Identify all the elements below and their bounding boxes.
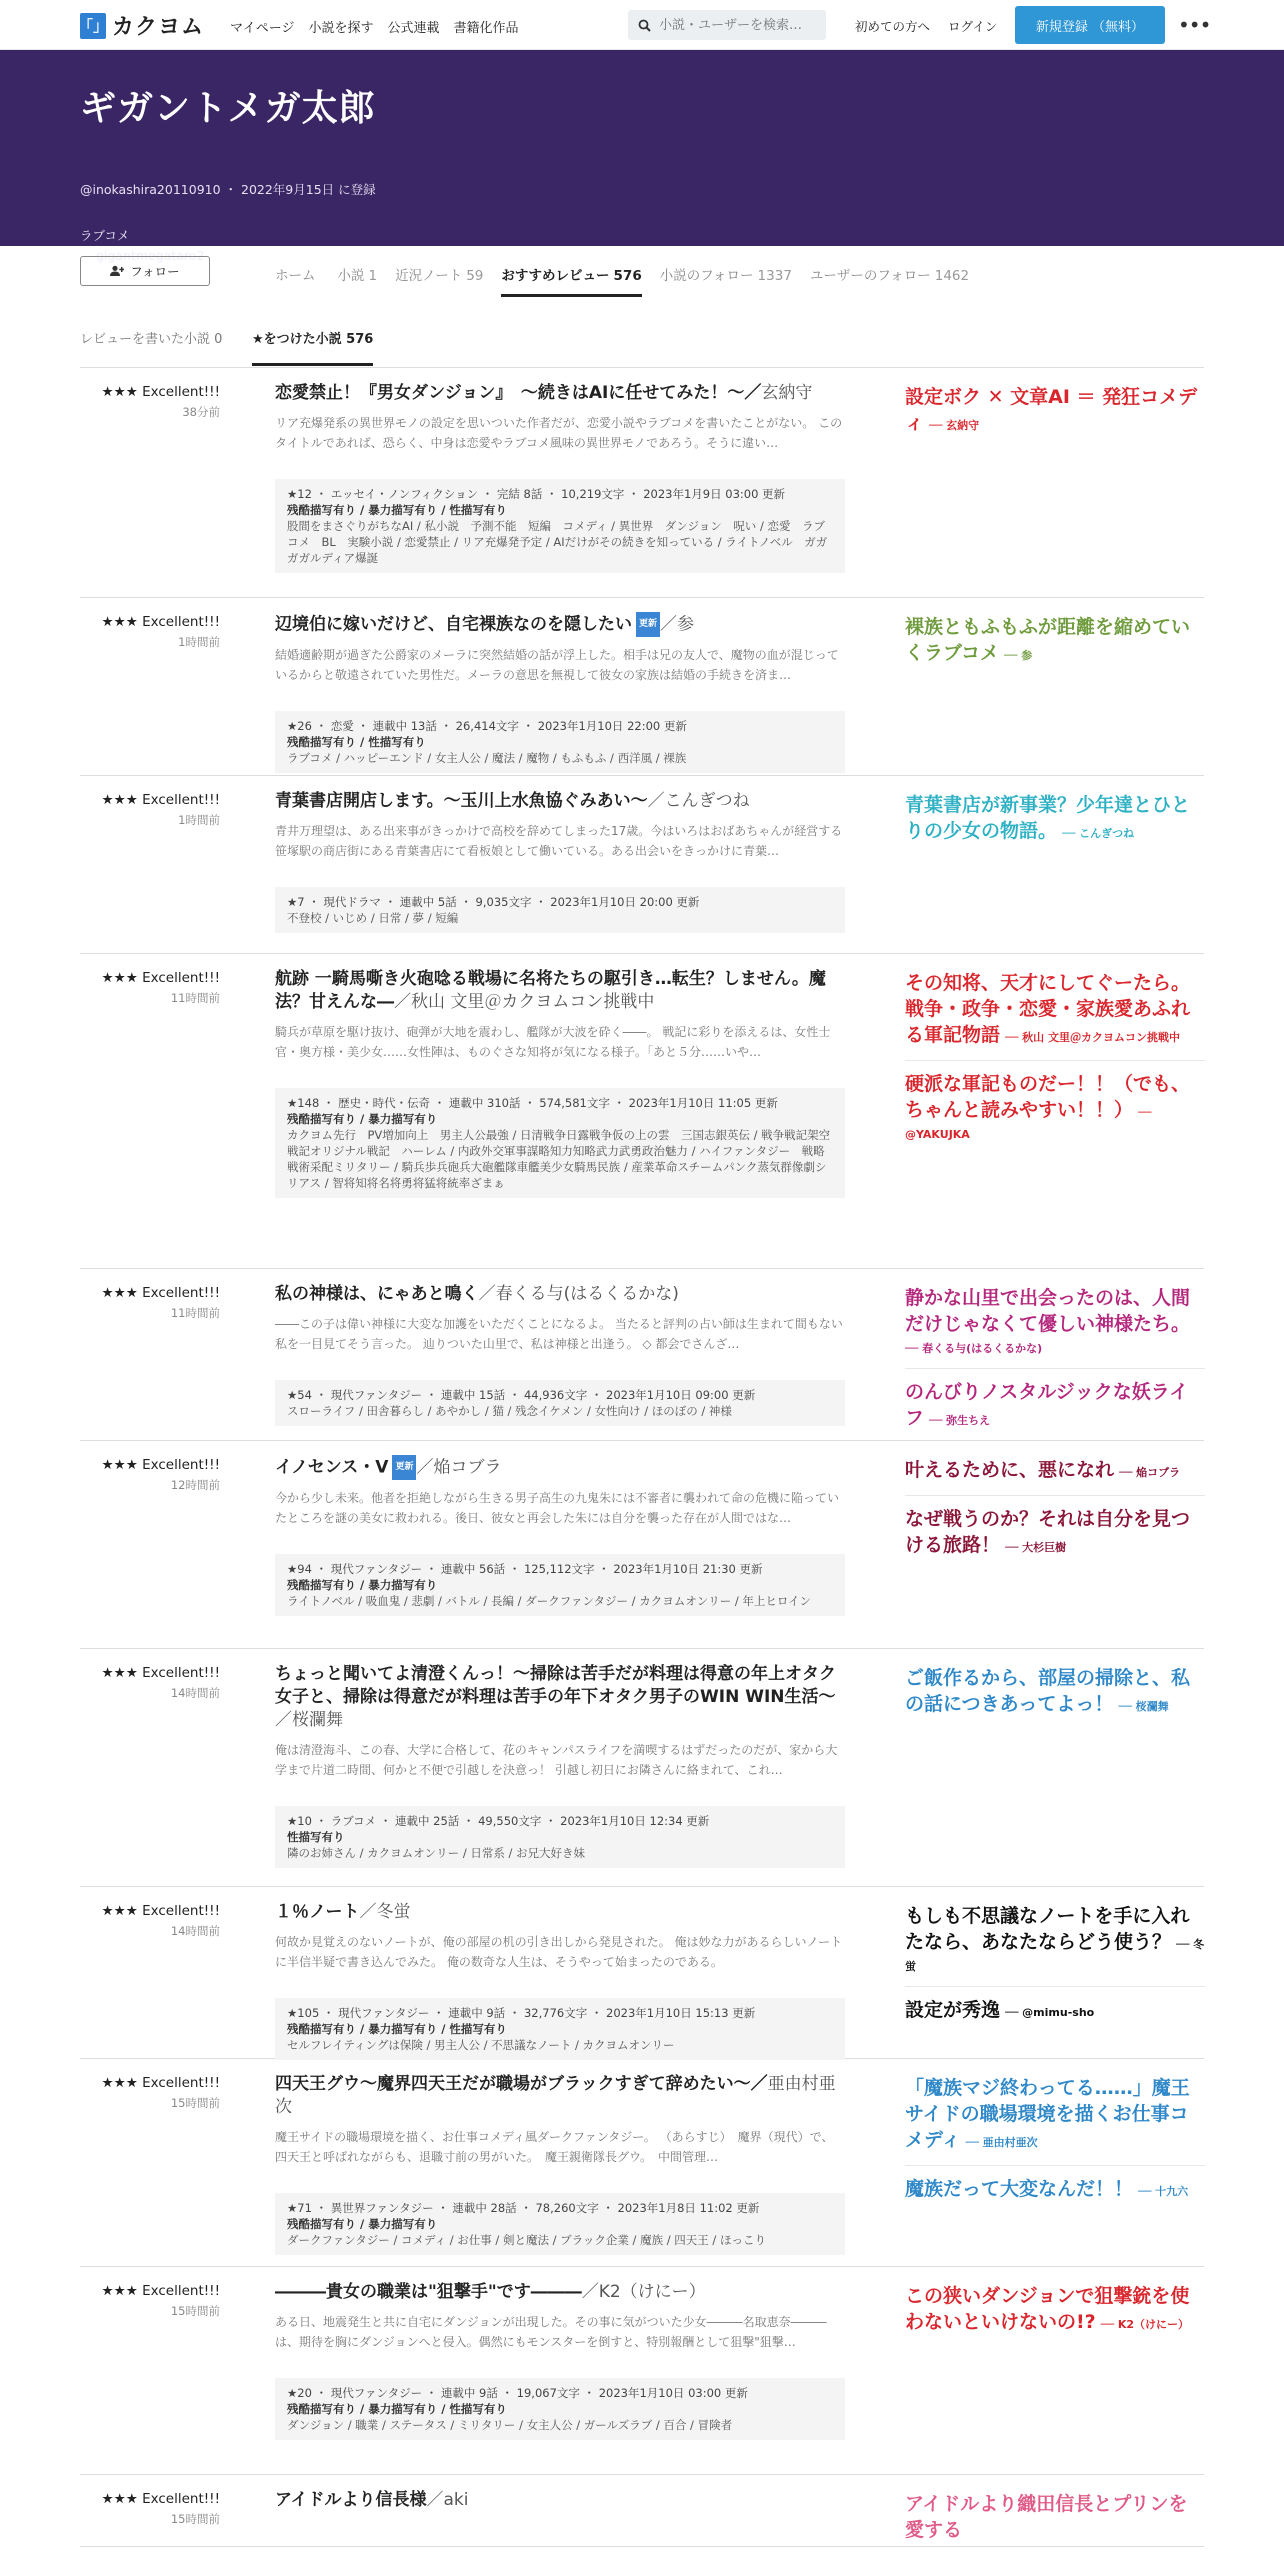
work-intro: 騎兵が草原を駆け抜け、砲弾が大地を震わし、艦隊が大波を砕く――。 戦記に彩りを添えるは、女性士官・奥方様・美少女……女性陣は、ものぐさな知将が気になる様子。「あと５分……いや… — [275, 1025, 831, 1059]
review-catchphrase[interactable]: なぜ戦うのか？それは自分を見つける旅路！ — [905, 1508, 1191, 1556]
work-author[interactable]: 春くる与(はるくるかな) — [495, 1284, 679, 1304]
review-catchphrase[interactable]: アイドルより織田信長とプリンを愛する — [905, 2493, 1188, 2541]
work-meta-box — [275, 1554, 845, 1616]
review-row — [80, 2267, 1204, 2475]
tab-label: 小説のフォロー — [659, 268, 754, 284]
review-author[interactable]: ── 春くる与(はるくるかな) — [905, 1342, 1043, 1355]
review-entry[interactable] — [905, 384, 1205, 436]
review-author[interactable]: ── 亜由村亜次 — [965, 2136, 1038, 2149]
tab-label: 小説 — [337, 268, 365, 284]
work-tags[interactable]: 隣のお姉さん / カクヨムオンリー / 日常系 / お兄大好き妹 — [287, 1846, 586, 1860]
review-catchphrases — [905, 1665, 1205, 1729]
review-catchphrases — [905, 792, 1205, 856]
review-author[interactable]: ── こんぎつね — [1062, 827, 1135, 840]
tab-5[interactable] — [810, 264, 969, 297]
star-rating: ★★★ Excellent!!! — [101, 1457, 220, 1473]
logo-text: カクヨム — [112, 15, 205, 40]
work-title-text[interactable]: ちょっと聞いてよ清澄くんっ！〜掃除は苦手だが料理は得意の年上オタク女子と、掃除は得意だが料理は苦手の年下オタク男子のWIN WIN生活〜 — [275, 1664, 836, 1707]
register-button[interactable]: 新規登録 （無料） — [1015, 6, 1165, 44]
work-title-text[interactable]: アイドルより信長様 — [275, 2490, 427, 2510]
tab-starred-novels[interactable]: ★をつけた小説 576 — [252, 328, 373, 366]
title-slash: ／ — [660, 614, 678, 635]
tab-0[interactable] — [275, 264, 320, 297]
work-tags[interactable]: スローライフ / 田舎暮らし / あやかし / 猫 / 残念イケメン / 女性向け / ほのぼの / 神様 — [287, 1404, 732, 1418]
work-intro: 青井万理望は、ある出来事がきっかけで高校を辞めてしまった17歳。今はいろはおばあちゃんが経営する笹塚駅の商店街にある青葉書店にて看板娘として働いている。ある出会いをきっかけに青葉… — [275, 824, 843, 858]
tab-2[interactable] — [395, 264, 483, 297]
work-meta-box — [275, 1380, 845, 1426]
work-title-text[interactable]: 四天王グウ～魔界四天王だが職場がブラックすぎて辞めたい～／ — [275, 2074, 768, 2094]
review-catchphrases — [905, 1903, 1205, 2035]
work-tags[interactable]: ライトノベル / 吸血鬼 / 悲劇 / バトル / 長編 / ダークファンタジー / カクヨムオンリー / 年上ヒロイン — [287, 1594, 812, 1608]
work-author[interactable]: 冬蛍 — [376, 1902, 411, 1922]
site-header — [0, 0, 1284, 50]
review-entry[interactable] — [905, 614, 1205, 666]
content-warnings: 残酷描写有り / 暴力描写有り — [287, 2217, 438, 2231]
work-info — [275, 612, 845, 773]
review-author[interactable]: ── 大杉巨樹 — [1005, 1541, 1067, 1554]
star-rating: ★★★ Excellent!!! — [101, 2283, 220, 2299]
review-entry[interactable] — [905, 1060, 1205, 1142]
review-row — [80, 2059, 1204, 2267]
follow-label: フォロー — [130, 264, 180, 279]
review-row — [80, 2475, 1204, 2547]
profile-tabbar — [0, 246, 1284, 306]
review-entry[interactable] — [905, 1903, 1205, 1974]
search-input[interactable] — [659, 18, 809, 33]
profile-banner — [0, 50, 1284, 263]
work-info — [275, 2073, 845, 2255]
work-title[interactable] — [275, 2489, 845, 2512]
review-entry[interactable] — [905, 2283, 1205, 2335]
work-author[interactable]: 亜由村亜次 — [275, 2074, 836, 2117]
logo-mark-icon: 「」 — [80, 13, 106, 39]
tab-label: ユーザーのフォロー — [809, 268, 931, 284]
review-author[interactable]: ── 秋山 文里＠カクヨムコン挑戦中 — [1005, 1031, 1181, 1044]
review-row — [80, 776, 1204, 954]
review-author[interactable]: ── 弥生ちえ — [929, 1414, 991, 1427]
review-catchphrases — [905, 1285, 1205, 1443]
work-meta-box — [275, 1806, 845, 1868]
star-rating: ★★★ Excellent!!! — [101, 614, 220, 630]
review-author[interactable]: ── 参 — [1004, 649, 1033, 662]
review-time: 14時間前 — [170, 1924, 220, 1938]
work-intro: 結婚適齢期が過ぎた公爵家のメーラに突然結婚の話が浮上した。相手は兄の友人で、魔物の血が混じっているからと敬遠されていた男性だ。メーラの意思を無視して彼女の家族は結婚の手続きを済ま… — [275, 648, 839, 682]
review-catchphrase[interactable]: 青葉書店が新事業？少年達とひとりの少女の物語。 — [905, 794, 1191, 842]
nav-mypage[interactable]: マイページ — [230, 21, 295, 36]
work-stats: ★71 ・ 異世界ファンタジー ・ 連載中 28話 ・ 78,260文字 ・ 2023年1月8日 11:02 更新 — [287, 2201, 760, 2215]
work-title-text[interactable]: イノセンス・V — [275, 1457, 389, 1478]
tab-count: 1462 — [934, 268, 970, 284]
work-stats: ★7 ・ 現代ドラマ ・ 連載中 5話 ・ 9,035文字 ・ 2023年1月10日 20:00 更新 — [287, 895, 700, 909]
global-nav — [230, 17, 519, 36]
work-author[interactable]: こんぎつね — [664, 791, 750, 811]
work-tags[interactable]: ダンジョン / 職業 / ステータス / ミリタリー / 女主人公 / ガールズラブ / 百合 / 冒険者 — [287, 2418, 733, 2432]
work-title[interactable] — [275, 1283, 845, 1306]
work-meta-box — [275, 1088, 845, 1198]
work-title[interactable] — [275, 968, 845, 1014]
work-title[interactable] — [275, 612, 845, 637]
review-row — [80, 1887, 1204, 2059]
work-title[interactable] — [275, 790, 845, 813]
content-warnings: 残酷描写有り / 暴力描写有り — [287, 1112, 438, 1126]
tab-label: 近況ノート — [395, 268, 463, 284]
star-rating: ★★★ Excellent!!! — [101, 1285, 220, 1301]
review-time: 15時間前 — [170, 2512, 220, 2526]
user-name: ギガントメガ太郎 — [80, 88, 376, 129]
work-intro: 何故か見覚えのないノートが、俺の部屋の机の引き出しから発見された。 俺は妙な力があるらしいノートに半信半疑で書き込んでみた。 俺の数奇な人生は、そうやって始まったのである。 — [275, 1935, 843, 1969]
work-info — [275, 2281, 845, 2440]
star-rating: ★★★ Excellent!!! — [101, 792, 220, 808]
star-rating: ★★★ Excellent!!! — [101, 1903, 220, 1919]
review-entry[interactable] — [905, 1986, 1205, 2023]
review-catchphrases — [905, 2283, 1205, 2347]
work-title-text[interactable]: 青葉書店開店します。～玉川上水魚協ぐみあい～ — [275, 791, 648, 811]
review-author[interactable]: ── 冬蛍 — [905, 1938, 1205, 1973]
review-author[interactable]: ── 十九六 — [1138, 2185, 1189, 2198]
title-slash: ／ — [426, 2490, 444, 2510]
work-info — [275, 1901, 845, 2060]
new-badge: 更新 — [392, 1455, 416, 1480]
work-author[interactable]: 秋山 文里＠カクヨムコン挑戦中 — [411, 992, 655, 1012]
work-title[interactable] — [275, 2281, 845, 2304]
review-time: 14時間前 — [170, 1686, 220, 1700]
star-rating: ★★★ Excellent!!! — [101, 1665, 220, 1681]
nav-books[interactable]: 書籍化作品 — [453, 21, 519, 36]
tab-1[interactable] — [338, 264, 378, 297]
work-stats: ★105 ・ 現代ファンタジー ・ 連載中 9話 ・ 32,776文字 ・ 2023年1月10日 15:13 更新 — [287, 2006, 756, 2020]
work-author[interactable]: 桜瀾舞 — [292, 1710, 343, 1730]
review-author[interactable]: ── @YAKUJKA — [905, 1106, 1152, 1141]
twitter-handle: gigantmegataro2 — [96, 248, 205, 263]
work-meta-box — [275, 2378, 845, 2440]
nav-search-novels[interactable]: 小説を探す — [308, 21, 374, 36]
review-catchphrases — [905, 2491, 1205, 2555]
review-catchphrase[interactable]: 裸族ともふもふが距離を縮めていくラブコメ — [905, 616, 1191, 664]
review-catchphrase[interactable]: ご飯作るから、部屋の掃除と、私の話につきあってよっ！ — [905, 1667, 1191, 1715]
star-rating: ★★★ Excellent!!! — [101, 2491, 220, 2507]
work-info — [275, 968, 845, 1198]
user-bio: ラブコメ — [80, 228, 130, 243]
review-catchphrase[interactable]: 設定が秀逸 — [905, 1999, 1001, 2021]
review-time: 11時間前 — [170, 1306, 220, 1320]
work-title-text[interactable]: 私の神様は、にゃあと鳴く — [275, 1284, 479, 1304]
work-intro: 俺は清澄海斗、この春、大学に合格して、花のキャンパスライフを満喫するはずだったのだが、家から大学まで片道二時間、何かと不便で引越しを決意っ！ 引越し初日にお隣さんに絡まれて、これ… — [275, 1743, 838, 1777]
review-catchphrases — [905, 2075, 1205, 2214]
search-icon — [638, 19, 651, 32]
work-stats: ★10 ・ ラブコメ ・ 連載中 25話 ・ 49,550文字 ・ 2023年1月10日 12:34 更新 — [287, 1814, 710, 1828]
work-author[interactable]: 焔コブラ — [433, 1457, 502, 1478]
review-row — [80, 954, 1204, 1269]
title-slash: ／ — [359, 1902, 377, 1922]
work-meta-box — [275, 711, 845, 773]
search-box[interactable] — [628, 10, 826, 40]
review-row — [80, 1441, 1204, 1649]
review-time: 11時間前 — [170, 991, 220, 1005]
work-stats: ★94 ・ 現代ファンタジー ・ 連載中 56話 ・ 125,112文字 ・ 2023年1月10日 21:30 更新 — [287, 1562, 763, 1576]
work-tags[interactable]: ダークファンタジー / コメディ / お仕事 / 剣と魔法 / ブラック企業 / 魔族 / 四天王 / ほっこり — [287, 2233, 766, 2247]
work-title-text[interactable]: ―――貴女の職業は"狙撃手"です――― — [275, 2282, 582, 2302]
tab-count: 1 — [368, 268, 378, 284]
work-meta-box — [275, 2193, 845, 2255]
review-entry[interactable] — [905, 1368, 1205, 1431]
work-info — [275, 1663, 845, 1868]
tab-label: おすすめレビュー — [501, 268, 610, 284]
star-rating: ★★★ Excellent!!! — [101, 384, 220, 400]
work-title[interactable] — [275, 1455, 845, 1480]
review-time: 15時間前 — [170, 2304, 220, 2318]
user-plus-icon — [110, 265, 124, 277]
review-entry[interactable] — [905, 792, 1205, 844]
work-meta-box — [275, 887, 845, 933]
title-slash: ／ — [275, 1710, 292, 1730]
tab-count: 576 — [613, 268, 642, 284]
review-entry[interactable] — [905, 1495, 1205, 1558]
review-author[interactable]: ── K2（けにー） — [1100, 2318, 1190, 2331]
work-intro: ある日、地震発生と共に自宅にダンジョンが出現した。その事に気がついた少女―――名取恵奈―――は、期待を胸にダンジョンへと侵入。偶然にもモンスターを倒すと、特別報酬として狙撃"狙撃… — [275, 2315, 827, 2349]
review-row — [80, 368, 1204, 598]
logo[interactable] — [80, 10, 204, 41]
work-title-text[interactable]: 航跡 一騎馬嘶き火砲唸る戦場に名将たちの駆引き…転生？しません。魔法？甘えんな― — [275, 969, 826, 1012]
work-author[interactable]: 玄納守 — [761, 383, 813, 403]
review-entry[interactable] — [905, 970, 1205, 1048]
more-menu-icon[interactable]: ••• — [1178, 13, 1211, 37]
work-meta-box — [275, 479, 845, 573]
review-catchphrase[interactable]: 設定ボク ✕ 文章AI ＝ 発狂コメディ — [905, 386, 1198, 434]
work-tags[interactable]: カクヨム先行 PV増加向上 男主人公最強 / 日清戦争日露戦争仮の上の雲 三国志銀英伝 / 戦争戦記架空戦記オリジナル戦記 ハーレム / 内政外交軍事謀略知力知略武力武勇政治魅力 / ハイファンタジー 戦略戦術采配ミリタリー / 騎兵歩兵砲兵大砲艦隊車艦美少女騎馬民族 / 産業革命スチームパンク蒸気群像劇シリアス / 智将知将名将勇将猛将統率ざまぁ — [287, 1128, 831, 1190]
title-slash: ／ — [581, 2282, 599, 2302]
tab-3[interactable] — [501, 264, 641, 297]
tab-written-reviews[interactable]: レビューを書いた小説 0 — [80, 332, 223, 347]
review-time: 1時間前 — [178, 813, 220, 827]
review-catchphrases — [905, 384, 1205, 448]
work-title[interactable] — [275, 1901, 845, 1924]
work-tags[interactable]: セルフレイティングは保険 / 男主人公 / 不思議なノート / カクヨムオンリー — [287, 2038, 675, 2052]
content-warnings: 残酷描写有り / 暴力描写有り / 性描写有り — [287, 2022, 507, 2036]
review-catchphrase[interactable]: その知将、天才にしてぐーたら。戦争・政争・恋愛・家族愛あふれる軍記物語 — [905, 972, 1191, 1046]
review-time: 15時間前 — [170, 2096, 220, 2110]
review-catchphrases — [905, 614, 1205, 678]
review-subtabs — [80, 306, 1204, 368]
work-meta-box — [275, 1998, 845, 2060]
tab-count: 1337 — [757, 268, 792, 284]
content-warnings: 残酷描写有り / 暴力描写有り / 性描写有り — [287, 503, 507, 517]
work-author[interactable]: aki — [443, 2490, 469, 2510]
review-time: 12時間前 — [170, 1478, 220, 1492]
review-time: 38分前 — [182, 405, 220, 419]
review-author[interactable]: ── 玄納守 — [929, 419, 980, 432]
tab-count: 59 — [466, 268, 484, 284]
review-row — [80, 1269, 1204, 1441]
review-author[interactable]: ── 焔コブラ — [1119, 1466, 1181, 1479]
follow-button[interactable] — [80, 256, 210, 286]
review-catchphrase[interactable]: もしも不思議なノートを手に入れたなら、あなたならどう使う？ — [905, 1905, 1190, 1953]
review-catchphrase[interactable]: 硬派な軍記ものだー！！（でも、ちゃんと読みやすい！！） — [905, 1073, 1191, 1121]
tab-4[interactable] — [660, 264, 792, 297]
profile-tabs — [275, 264, 987, 297]
work-title-text[interactable]: １％ノート — [275, 1902, 360, 1922]
review-list — [0, 368, 1284, 2547]
review-entry[interactable] — [905, 2491, 1205, 2543]
content-warnings: 残酷描写有り / 暴力描写有り — [287, 1578, 438, 1592]
login-link[interactable]: ログイン — [948, 19, 998, 34]
review-row — [80, 1649, 1204, 1887]
content-warnings: 残酷描写有り / 暴力描写有り / 性描写有り — [287, 2402, 507, 2416]
star-rating: ★★★ Excellent!!! — [101, 970, 220, 986]
beginner-link[interactable]: 初めての方へ — [855, 19, 931, 34]
work-author[interactable]: K2（けにー） — [598, 2282, 706, 2302]
content-warnings: 性描写有り — [287, 1830, 345, 1844]
work-intro: ――この子は偉い神様に大変な加護をいただくことになるよ。 当たると評判の占い師は生まれて間もない私を一目見てそう言った。 辿りついた山里で、私は神様と出逢う。 ◇ 都会でさんざ… — [275, 1317, 843, 1351]
new-badge: 更新 — [636, 612, 660, 637]
content-warnings: 残酷描写有り / 性描写有り — [287, 735, 426, 749]
work-info — [275, 2489, 845, 2512]
review-catchphrase[interactable]: 静かな山里で出会ったのは、人間だけじゃなくて優しい神様たち。 — [905, 1287, 1191, 1335]
work-info — [275, 382, 845, 573]
review-catchphrase[interactable]: 「魔族マジ終わってる……」魔王サイドの職場環境を描くお仕事コメディ — [905, 2077, 1190, 2151]
title-slash: ／ — [416, 1457, 434, 1478]
work-intro: 今から少し未来。他者を拒絶しながら生きる男子高生の九鬼朱には不審者に襲われて命の危機に陥っていたところを謎の美女に救われる。後日、彼女と再会した朱には自分を襲った存在が人間ではな… — [275, 1491, 840, 1525]
review-entry[interactable] — [905, 1665, 1205, 1717]
work-stats: ★20 ・ 現代ファンタジー ・ 連載中 9話 ・ 19,067文字 ・ 2023年1月10日 03:00 更新 — [287, 2386, 748, 2400]
work-stats: ★148 ・ 歴史・時代・伝奇 ・ 連載中 310話 ・ 574,581文字 ・ 2023年1月10日 11:05 更新 — [287, 1096, 778, 1110]
review-row — [80, 598, 1204, 776]
work-info — [275, 1455, 845, 1616]
nav-official[interactable]: 公式連載 — [387, 21, 440, 36]
work-info — [275, 1283, 845, 1426]
review-entry[interactable] — [905, 2075, 1205, 2153]
work-title[interactable] — [275, 2073, 845, 2119]
review-catchphrase[interactable]: のんびりノスタルジックな妖ライフ — [905, 1381, 1189, 1429]
work-title-text[interactable]: 恋愛禁止！『男女ダンジョン』 ～続きはAIに任せてみた！～／ — [275, 383, 762, 403]
work-tags[interactable]: ラブコメ / ハッピーエンド / 女主人公 / 魔法 / 魔物 / もふもふ / 西洋風 / 裸族 — [287, 751, 687, 765]
work-author[interactable]: 参 — [677, 614, 695, 635]
work-intro: リア充爆発系の異世界モノの設定を思いついた作者だが、恋愛小説やラブコメを書いたことがない。 このタイトルであれば、恐らく、中身は恋愛やラブコメ風味の異世界モノであろう。そうに違い… — [275, 416, 843, 450]
work-stats: ★54 ・ 現代ファンタジー ・ 連載中 15話 ・ 44,936文字 ・ 2023年1月10日 09:00 更新 — [287, 1388, 756, 1402]
work-title-text[interactable]: 辺境伯に嫁いだけど、自宅裸族なのを隠したい — [275, 614, 632, 635]
review-catchphrase[interactable]: 叶えるために、悪になれ — [905, 1459, 1115, 1481]
work-title[interactable] — [275, 1663, 845, 1732]
title-slash: ／ — [647, 791, 665, 811]
work-stats: ★26 ・ 恋愛 ・ 連載中 13話 ・ 26,414文字 ・ 2023年1月10日 22:00 更新 — [287, 719, 687, 733]
tab-label: ホーム — [275, 268, 316, 284]
review-catchphrase[interactable]: この狭いダンジョンで狙撃銃を使わないといけないの!? — [905, 2285, 1190, 2333]
review-entry[interactable] — [905, 1285, 1205, 1356]
work-info — [275, 790, 845, 933]
work-stats: ★12 ・ エッセイ・ノンフィクション ・ 完結 8話 ・ 10,219文字 ・ 2023年1月9日 03:00 更新 — [287, 487, 786, 501]
star-rating: ★★★ Excellent!!! — [101, 2075, 220, 2091]
review-catchphrases — [905, 970, 1205, 1154]
title-slash: ／ — [394, 992, 411, 1012]
review-author[interactable]: ── @mimu-sho — [1005, 2006, 1095, 2019]
review-catchphrase[interactable]: 魔族だって大変なんだ！！ — [905, 2178, 1134, 2200]
work-intro: 魔王サイドの職場環境を描く、お仕事コメディ風ダークファンタジー。 （あらすじ） 魔界（現代）で、四天王と呼ばれながらも、退職寸前の男がいた。 魔王親衛隊長グウ。 中間管理… — [275, 2130, 834, 2164]
work-tags[interactable]: 股間をまさぐりがちなAI / 私小説 予測不能 短編 コメディ / 異世界 ダンジョン 呪い / 恋愛 ラブコメ BL 実験小説 / 恋愛禁止 / リア充爆発予定 / AIだけがその続きを知っている / ライトノベル ガガガガルディア爆誕 — [287, 519, 828, 565]
review-author[interactable]: ── 桜瀾舞 — [1118, 1700, 1169, 1713]
user-meta: @inokashira20110910 ・ 2022年9月15日 に登録 — [80, 182, 376, 197]
work-title[interactable] — [275, 382, 845, 405]
review-entry[interactable] — [905, 1457, 1205, 1483]
review-catchphrases — [905, 1457, 1205, 1570]
work-tags[interactable]: 不登校 / いじめ / 日常 / 夢 / 短編 — [287, 911, 459, 925]
review-time: 1時間前 — [178, 635, 220, 649]
review-entry[interactable] — [905, 2165, 1205, 2202]
title-slash: ／ — [478, 1284, 496, 1304]
